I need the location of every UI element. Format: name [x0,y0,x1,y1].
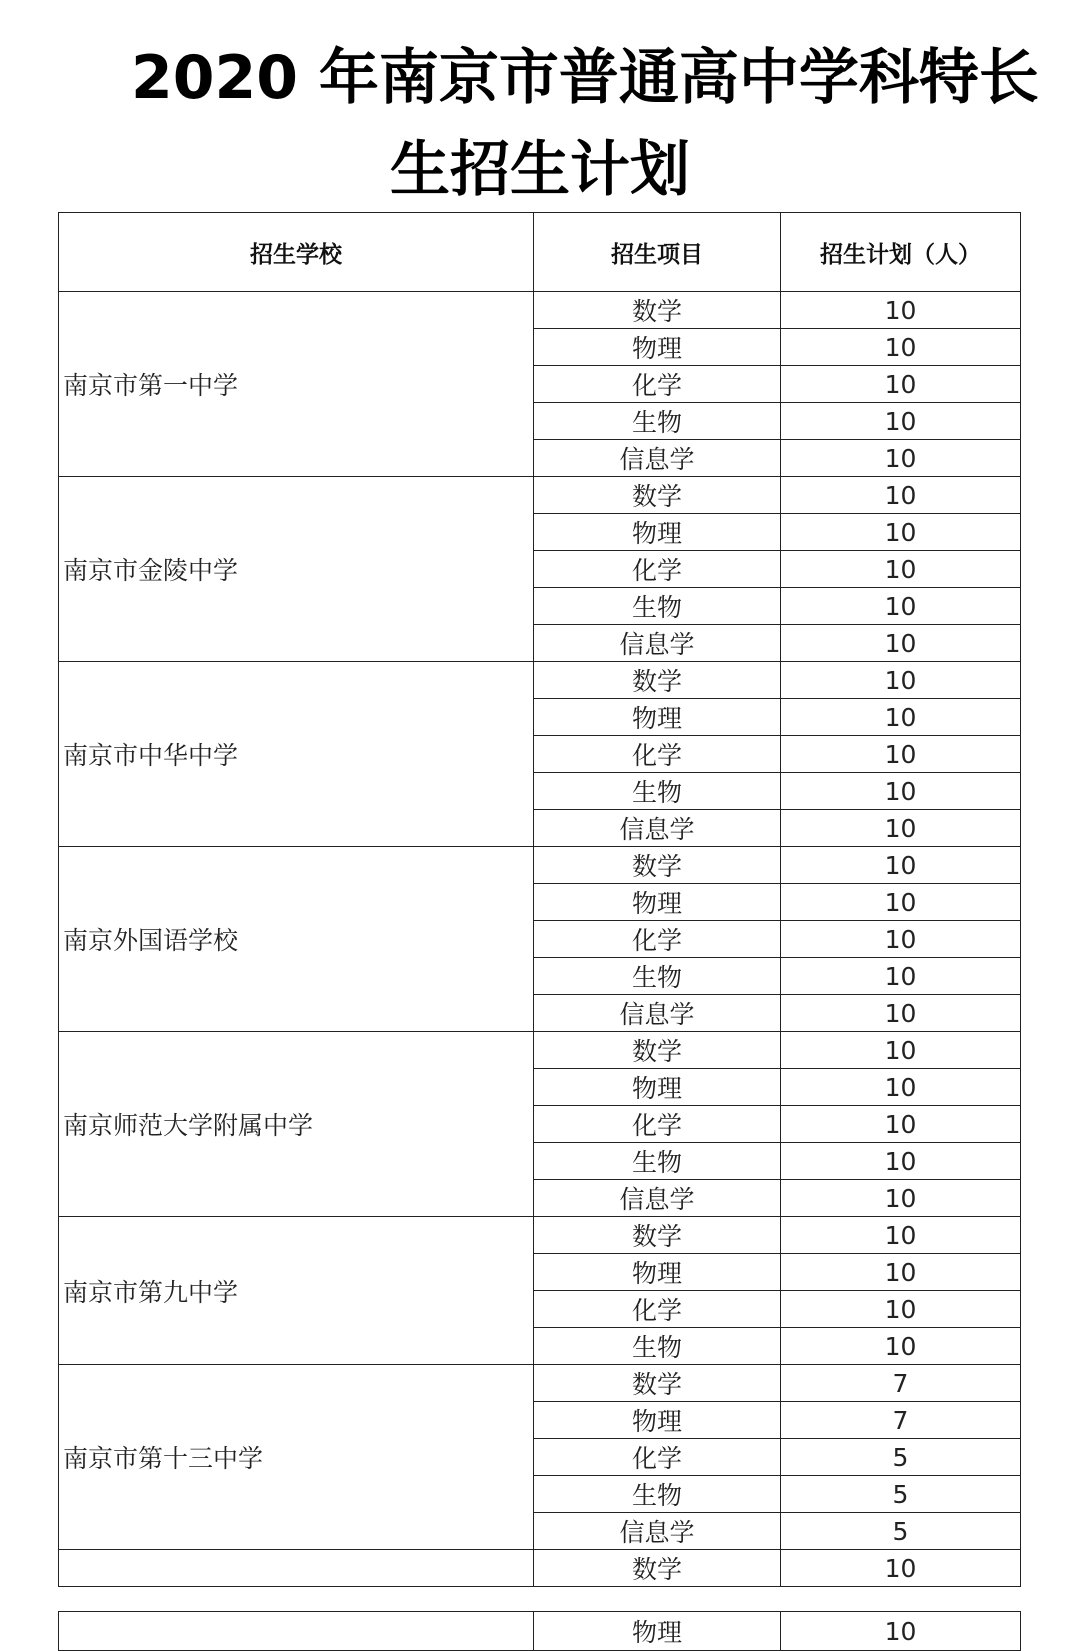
plan-count-cell: 10 [781,514,1021,551]
plan-count-cell: 10 [781,625,1021,662]
subject-cell: 化学 [534,736,781,773]
school-name-cell: 南京市第九中学 [59,1217,534,1365]
continuation-body [59,1612,1021,1651]
plan-count-cell: 10 [781,958,1021,995]
subject-cell: 物理 [534,1612,781,1651]
subject-cell: 数学 [534,1550,781,1587]
subject-cell: 生物 [534,958,781,995]
subject-cell: 信息学 [534,810,781,847]
school-name-cell: 南京市中华中学 [59,662,534,847]
subject-cell: 信息学 [534,1180,781,1217]
plan-count-cell: 10 [781,1032,1021,1069]
plan-count-cell: 10 [781,1143,1021,1180]
subject-cell: 数学 [534,1365,781,1402]
plan-count-cell: 10 [781,588,1021,625]
subject-cell: 物理 [534,1254,781,1291]
plan-count-cell: 10 [781,366,1021,403]
table-row [59,1550,1021,1587]
school-name-cell: 南京市第十三中学 [59,1365,534,1550]
table-row [59,477,1021,514]
school-name-cell [59,1612,534,1651]
plan-count-cell: 10 [781,1069,1021,1106]
subject-cell: 生物 [534,403,781,440]
plan-count-cell: 5 [781,1513,1021,1550]
table-row [59,1217,1021,1254]
school-name-cell [59,1550,534,1587]
table-row [59,1365,1021,1402]
header-plan: 招生计划（人） [781,213,1021,292]
table-row [59,847,1021,884]
subject-cell: 物理 [534,1402,781,1439]
subject-cell: 化学 [534,366,781,403]
plan-count-cell: 10 [781,921,1021,958]
plan-count-cell: 10 [781,440,1021,477]
admission-plan-table [58,212,1020,1587]
school-name-cell: 南京外国语学校 [59,847,534,1032]
plan-count-cell: 10 [781,1106,1021,1143]
subject-cell: 生物 [534,1143,781,1180]
subject-cell: 物理 [534,884,781,921]
plan-count-cell: 10 [781,699,1021,736]
plan-count-cell: 10 [781,995,1021,1032]
plan-count-cell: 10 [781,1550,1021,1587]
subject-cell: 生物 [534,588,781,625]
table-body [59,292,1021,1587]
subject-cell: 化学 [534,551,781,588]
table-header-row [59,213,1021,292]
subject-cell: 物理 [534,514,781,551]
plan-count-cell: 10 [781,736,1021,773]
subject-cell: 数学 [534,662,781,699]
plan-count-cell: 10 [781,662,1021,699]
plan-count-cell: 10 [781,1254,1021,1291]
page-title-line-1: 2020 年南京市普通高中学科特长 [131,43,1039,113]
subject-cell: 数学 [534,847,781,884]
plan-count-cell: 10 [781,1328,1021,1365]
plan-count-cell: 10 [781,551,1021,588]
subject-cell: 信息学 [534,995,781,1032]
subject-cell: 生物 [534,773,781,810]
subject-cell: 数学 [534,1217,781,1254]
subject-cell: 物理 [534,329,781,366]
plan-count-cell: 7 [781,1402,1021,1439]
plan-count-cell: 10 [781,329,1021,366]
plan-count-cell: 10 [781,403,1021,440]
plan-count-cell: 10 [781,477,1021,514]
header-school: 招生学校 [59,213,534,292]
plan-count-cell: 10 [781,810,1021,847]
plan-count-cell: 10 [781,773,1021,810]
continuation-table [58,1611,1020,1651]
plan-count-cell: 10 [781,884,1021,921]
subject-cell: 化学 [534,921,781,958]
subject-cell: 生物 [534,1476,781,1513]
school-name-cell: 南京师范大学附属中学 [59,1032,534,1217]
page-title-line-2: 生招生计划 [390,135,690,205]
subject-cell: 信息学 [534,1513,781,1550]
table-row [59,292,1021,329]
subject-cell: 物理 [534,1069,781,1106]
subject-cell: 化学 [534,1291,781,1328]
plan-count-cell: 10 [781,1180,1021,1217]
plan-count-cell: 10 [781,847,1021,884]
plan-count-cell: 5 [781,1439,1021,1476]
subject-cell: 信息学 [534,440,781,477]
school-name-cell: 南京市金陵中学 [59,477,534,662]
subject-cell: 化学 [534,1106,781,1143]
plan-count-cell: 10 [781,1612,1021,1651]
plan-count-cell: 5 [781,1476,1021,1513]
subject-cell: 物理 [534,699,781,736]
plan-count-cell: 10 [781,292,1021,329]
plan-count-cell: 10 [781,1217,1021,1254]
plan-count-cell: 10 [781,1291,1021,1328]
subject-cell: 数学 [534,1032,781,1069]
header-subject: 招生项目 [534,213,781,292]
table-row [59,1032,1021,1069]
subject-cell: 数学 [534,292,781,329]
subject-cell: 信息学 [534,625,781,662]
subject-cell: 化学 [534,1439,781,1476]
plan-count-cell: 7 [781,1365,1021,1402]
table-row [59,1612,1021,1651]
subject-cell: 生物 [534,1328,781,1365]
subject-cell: 数学 [534,477,781,514]
school-name-cell: 南京市第一中学 [59,292,534,477]
table-row [59,662,1021,699]
